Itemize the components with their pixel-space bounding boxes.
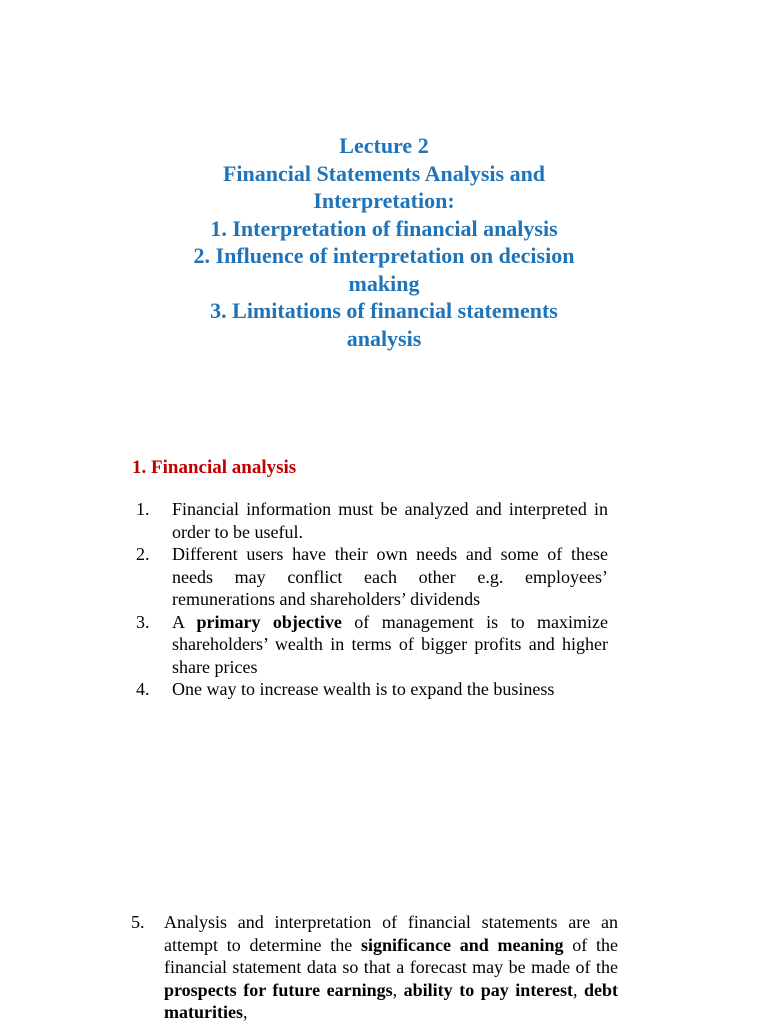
title-line-lecture: Lecture 2	[339, 133, 429, 158]
emphasized-text: ability to pay interest	[403, 979, 573, 1000]
text-run: ,	[572, 979, 584, 1000]
title-line-topic-2-cont: making	[348, 270, 420, 296]
title-line-topic-3: 3. Limitations of financial statements	[210, 298, 558, 323]
list-item	[136, 498, 608, 543]
title-line-subject-cont: Interpretation:	[313, 188, 455, 213]
text-run: Analysis and interpretation of financial statements are an attempt to determine the	[164, 912, 618, 955]
title-line-topic-2: 2. Influence of interpretation on decision	[193, 243, 575, 268]
text-run: of management is to maximize shareholders’ wealth in terms of bigger profits and higher share prices	[172, 611, 609, 677]
list-item-text	[172, 498, 608, 543]
title-line-topic-1: 1. Interpretation of financial analysis	[210, 215, 558, 241]
text-run: One way to increase wealth is to expand the business	[172, 679, 555, 699]
list-item-number: 2.	[136, 544, 150, 564]
list-item	[136, 611, 608, 679]
emphasized-text: prospects for future earnings	[164, 979, 393, 1000]
list-item	[136, 678, 608, 701]
section-heading: 1. Financial analysis	[132, 457, 297, 478]
list-item-text	[172, 611, 608, 679]
text-run: ,	[242, 1002, 248, 1022]
list-item	[131, 911, 618, 1024]
list-item-number: 5.	[131, 912, 145, 932]
text-run: A	[172, 611, 197, 632]
list-item-number: 3.	[136, 611, 150, 632]
list-item-number: 4.	[136, 679, 150, 699]
lecture-title	[0, 132, 768, 352]
list-item	[136, 543, 608, 611]
emphasized-text: debt maturities	[164, 979, 619, 1022]
text-run: ,	[392, 979, 404, 1000]
emphasized-text: significance and meaning	[360, 934, 564, 955]
list-item-number: 1.	[136, 499, 150, 519]
title-line-topic-3-cont: analysis	[346, 325, 422, 351]
title-line-subject: Financial Statements Analysis and	[222, 160, 546, 186]
numbered-list-continued	[131, 911, 618, 1024]
list-item-text	[172, 543, 608, 611]
list-item-text	[172, 678, 608, 701]
emphasized-text: primary objective	[196, 611, 342, 632]
text-run: of the financial statement data so that a forecast may be made of the	[164, 934, 618, 977]
list-item-text	[164, 911, 618, 1024]
text-run: Different users have their own needs and some of these needs may conflict each other e.g. employees’ remunerations and shareholders’ dividends	[172, 544, 608, 609]
text-run: Financial information must be analyzed and interpreted in order to be useful.	[172, 499, 608, 542]
numbered-list-financial-analysis	[136, 498, 608, 701]
